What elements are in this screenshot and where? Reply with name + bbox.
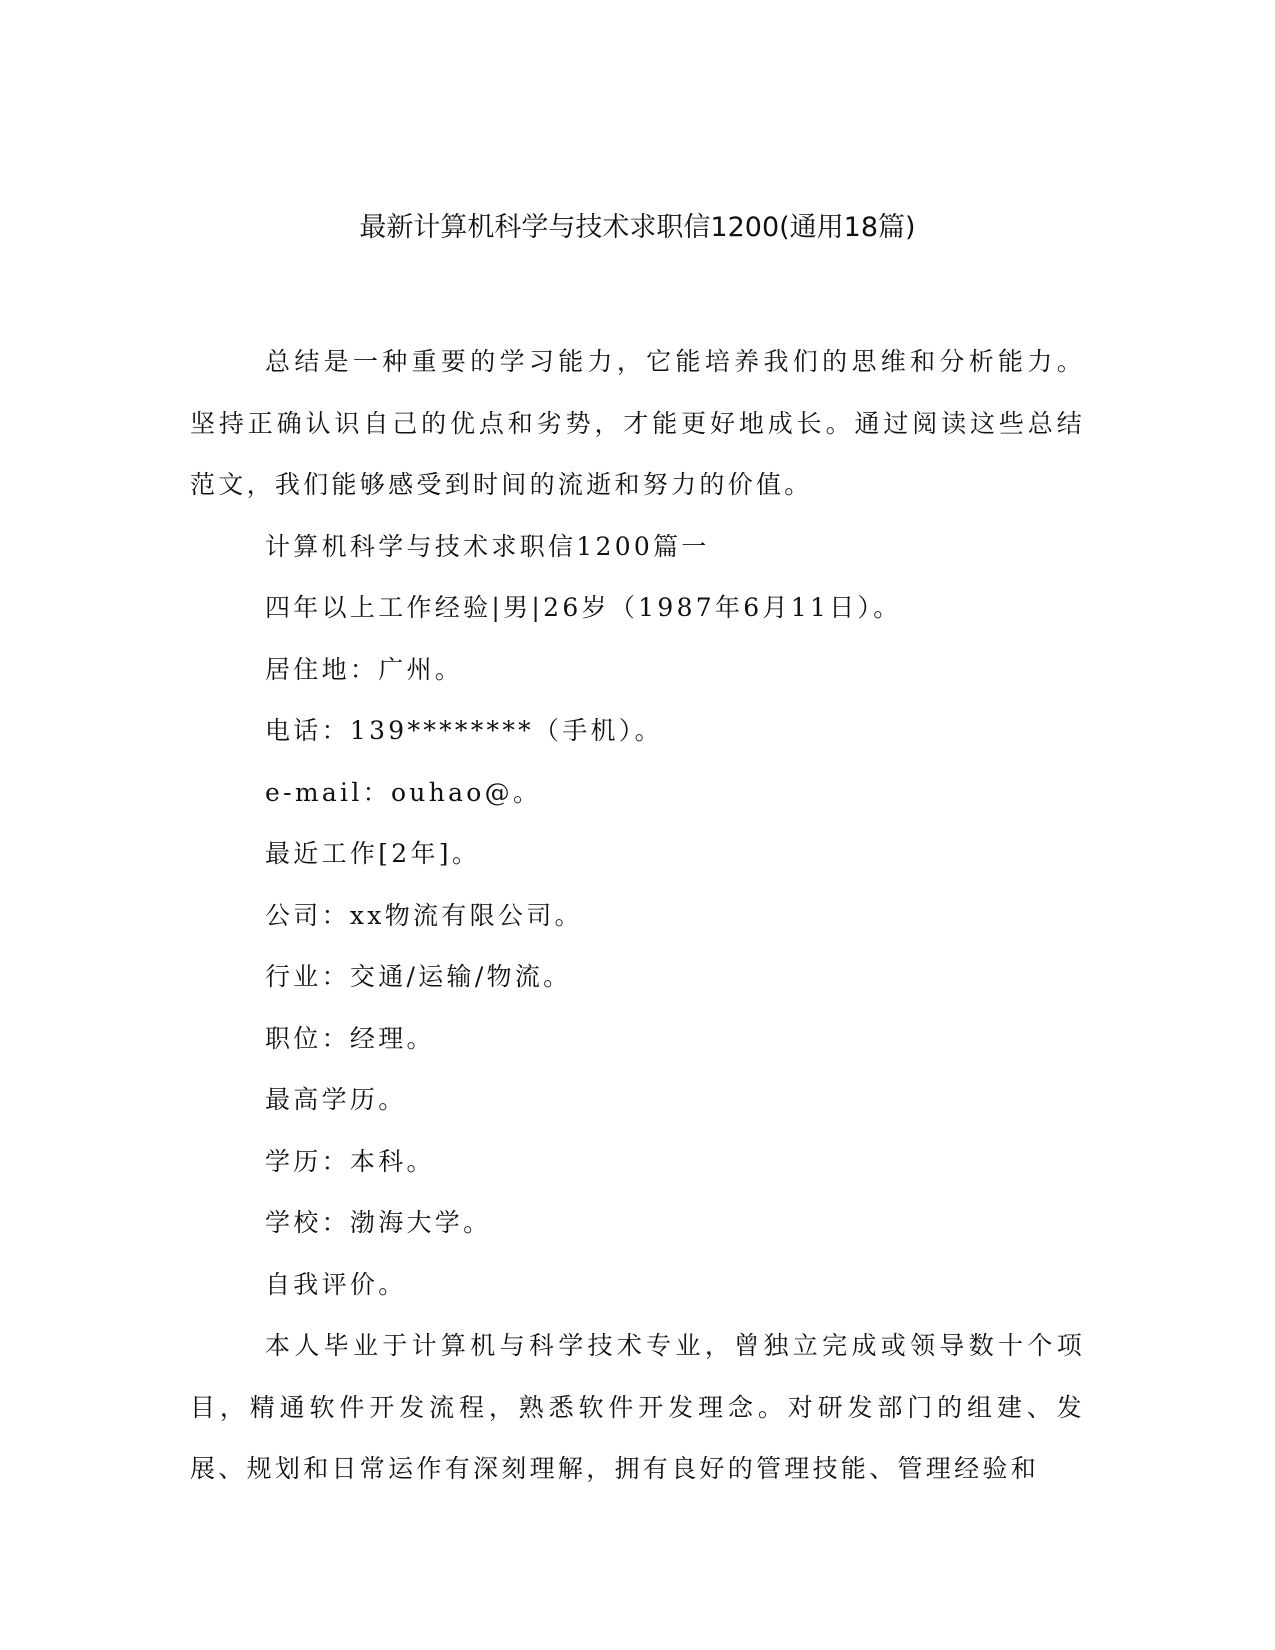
info-line-industry: 行业：交通/运输/物流。 — [265, 962, 572, 991]
info-line-degree: 学历：本科。 — [265, 1146, 435, 1176]
info-line-residence: 居住地：广州。 — [265, 654, 464, 684]
info-line-self-evaluation: 自我评价。 — [265, 1269, 407, 1299]
info-line-email: e-mail：ouhao@。 — [265, 777, 542, 807]
info-line-recent-work: 最近工作[2年]。 — [265, 839, 481, 868]
info-line-position: 职位：经理。 — [265, 1023, 435, 1053]
document-title: 最新计算机科学与技术求职信1200(通用18篇) — [359, 212, 916, 243]
section-heading: 计算机科学与技术求职信1200篇一 — [265, 531, 710, 561]
info-line-school: 学校：渤海大学。 — [265, 1208, 492, 1237]
info-line-company: 公司：xx物流有限公司。 — [265, 900, 583, 930]
intro-paragraph: 总结是一种重要的学习能力，它能培养我们的思维和分析能力。坚持正确认识自己的优点和劣势，才能更好地成长。通过阅读这些总结范文，我们能够感受到时间的流逝和努力的价值。 — [190, 347, 1085, 499]
info-line-highest-education: 最高学历。 — [265, 1085, 407, 1114]
info-line-phone: 电话：139********（手机）。 — [265, 716, 663, 745]
document-body — [190, 331, 1085, 1500]
closing-paragraph: 本人毕业于计算机与科学技术专业，曾独立完成或领导数十个项目，精通软件开发流程，熟悉软件开发理念。对研发部门的组建、发展、规划和日常运作有深刻理解，拥有良好的管理技能、管理经验和 — [190, 1331, 1085, 1483]
info-line-experience: 四年以上工作经验|男|26岁（1987年6月11日）。 — [265, 593, 902, 622]
